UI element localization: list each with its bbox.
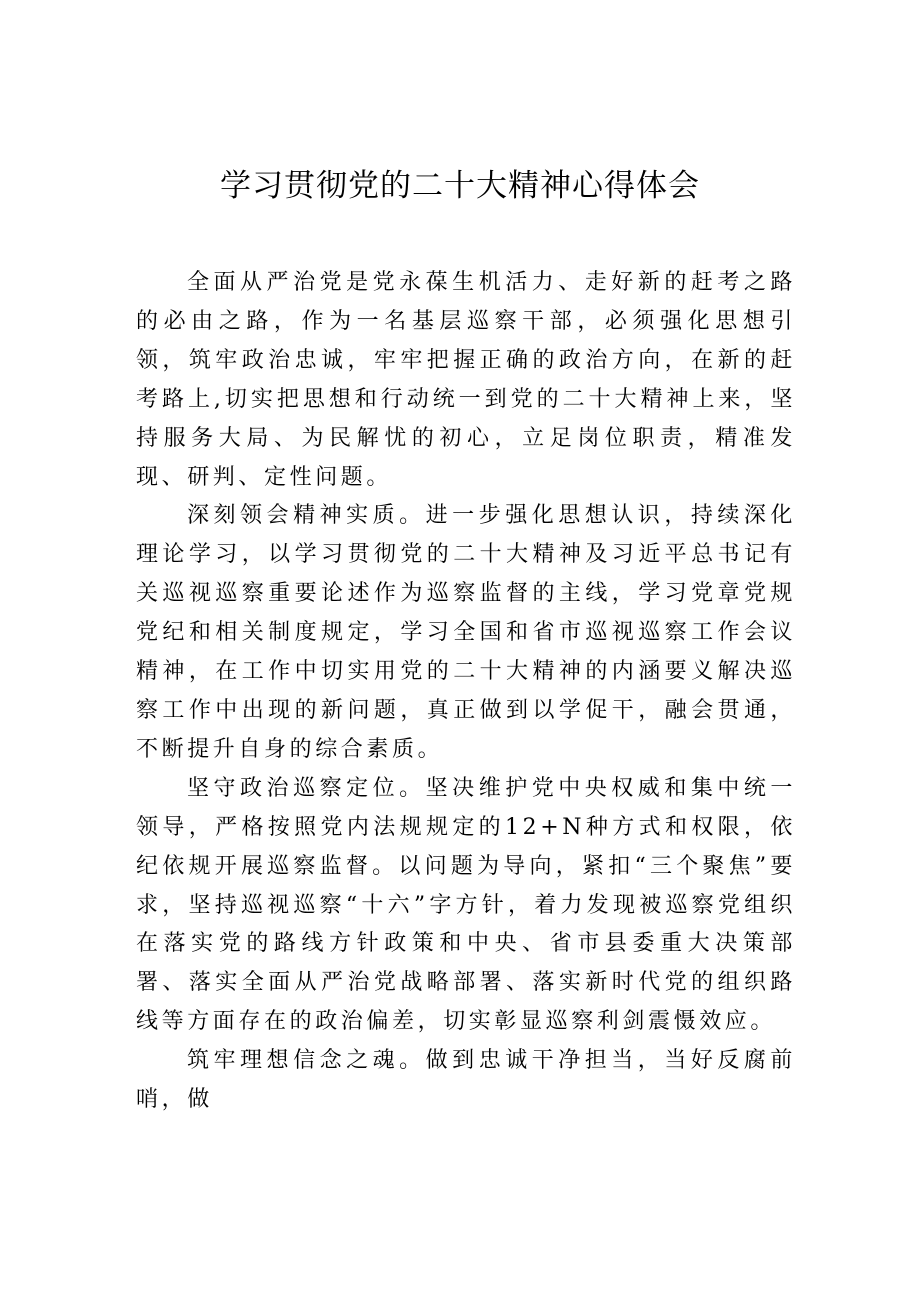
document-body xyxy=(136,264,796,1120)
paragraph-spirit: 深刻领会精神实质。进一步强化思想认识，持续深化理论学习，以学习贯彻党的二十大精神及习近平总书记有关巡视巡察重要论述作为巡察监督的主线，学习党章党规党纪和相关制度规定，学习全国和省市巡视巡察工作会议精神，在工作中切实用党的二十大精神的内涵要义解决巡察工作中出现的新问题，真正做到以学促干，融会贯通，不断提升自身的综合素质。 xyxy=(136,503,796,762)
paragraph-ideals: 筑牢理想信念之魂。做到忠诚干净担当，当好反腐前哨，做 xyxy=(136,1048,796,1113)
paragraph-intro: 全面从严治党是党永葆生机活力、走好新的赶考之路的必由之路，作为一名基层巡察干部，必须强化思想引领，筑牢政治忠诚，牢牢把握正确的政治方向，在新的赶考路上,切实把思想和行动统一到党的二十大精神上来，坚持服务大局、为民解忧的初心，立足岗位职责，精准发现、研判、定性问题。 xyxy=(136,270,796,490)
paragraph-political-inspection: 坚守政治巡察定位。坚决维护党中央权威和集中统一领导，严格按照党内法规规定的12+N种方式和权限，依纪依规开展巡察监督。以问题为导向，紧扣“三个聚焦”要求，坚持巡视巡察“十六”字方针，着力发现被巡察党组织在落实党的路线方针政策和中央、省市县委重大决策部署、落实全面从严治党战略部署、落实新时代党的组织路线等方面存在的政治偏差，切实彰显巡察利剑震慑效应。 xyxy=(136,775,796,1035)
document-title: 学习贯彻党的二十大精神心得体会 xyxy=(220,168,700,204)
